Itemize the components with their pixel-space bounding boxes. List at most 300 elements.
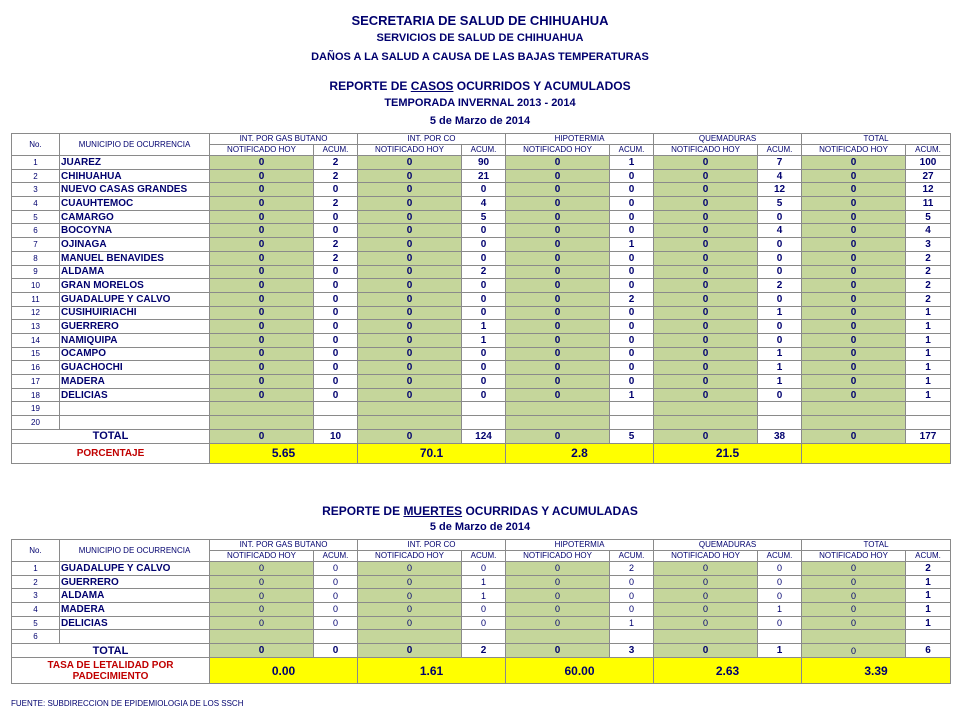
notificado-hoy-cell (210, 416, 314, 430)
acum-cell: 1 (462, 589, 506, 603)
notificado-hoy-cell: 0 (358, 603, 462, 617)
notificado-hoy-cell: 0 (210, 589, 314, 603)
acum-cell: 1 (906, 333, 951, 347)
deaths-table (11, 539, 951, 684)
col-subheader-notificado-hoy: NOTIFICADO HOY (358, 145, 462, 156)
deaths-report-title (0, 504, 960, 518)
table-row (12, 265, 951, 279)
notificado-hoy-cell: 0 (802, 575, 906, 589)
acum-cell: 1 (906, 306, 951, 320)
table-row (12, 630, 951, 644)
table-row (12, 251, 951, 265)
col-header-no: No. (12, 134, 60, 156)
notificado-hoy-cell: 0 (654, 306, 758, 320)
notificado-hoy-cell: 0 (802, 224, 906, 238)
acum-cell: 0 (610, 265, 654, 279)
acum-cell: 0 (610, 333, 654, 347)
notificado-hoy-cell: 0 (654, 265, 758, 279)
acum-cell: 0 (314, 616, 358, 630)
notificado-hoy-cell: 0 (210, 361, 314, 375)
season-label: TEMPORADA INVERNAL 2013 - 2014 (384, 97, 576, 109)
acum-cell (906, 630, 951, 644)
acum-cell: 1 (758, 375, 802, 389)
col-header-hipotermia: HIPOTERMIA (506, 134, 654, 145)
notificado-hoy-cell: 0 (802, 333, 906, 347)
notificado-hoy-cell: 0 (210, 169, 314, 183)
municipio-name: OJINAGA (60, 238, 210, 252)
notificado-hoy-cell: 0 (506, 251, 610, 265)
notificado-hoy-cell (358, 402, 462, 416)
notificado-hoy-cell: 0 (654, 375, 758, 389)
acum-cell: 1 (906, 616, 951, 630)
notificado-hoy-cell: 0 (506, 197, 610, 211)
notificado-hoy-cell: 0 (506, 320, 610, 334)
notificado-hoy-cell: 0 (210, 388, 314, 402)
table-row (12, 333, 951, 347)
notificado-hoy-cell: 0 (210, 616, 314, 630)
acum-cell: 1 (758, 361, 802, 375)
notificado-hoy-cell: 0 (210, 333, 314, 347)
notificado-hoy-cell: 0 (654, 603, 758, 617)
acum-cell: 2 (314, 251, 358, 265)
municipio-name (60, 402, 210, 416)
notificado-hoy-cell: 0 (654, 616, 758, 630)
acum-cell: 0 (462, 361, 506, 375)
table-row (12, 562, 951, 576)
row-number: 5 (12, 616, 60, 630)
notificado-hoy-cell (506, 416, 610, 430)
notificado-hoy-cell (210, 402, 314, 416)
lethality-rate-cell: 2.63 (654, 658, 802, 684)
notificado-hoy-cell: 0 (506, 169, 610, 183)
acum-cell: 2 (314, 238, 358, 252)
municipio-name: MADERA (60, 375, 210, 389)
notificado-hoy-cell: 0 (506, 224, 610, 238)
notificado-hoy-cell: 0 (802, 320, 906, 334)
acum-cell: 0 (610, 306, 654, 320)
col-subheader-acum: ACUM. (314, 145, 358, 156)
total-value-cell: 0 (210, 644, 314, 658)
row-number: 12 (12, 306, 60, 320)
row-number: 15 (12, 347, 60, 361)
col-header-no: No. (12, 540, 60, 562)
cases-total-label: TOTAL (12, 429, 210, 443)
total-value-cell: 124 (462, 429, 506, 443)
acum-cell: 0 (462, 251, 506, 265)
col-subheader-acum: ACUM. (610, 145, 654, 156)
acum-cell: 0 (610, 575, 654, 589)
acum-cell: 0 (610, 589, 654, 603)
notificado-hoy-cell: 0 (802, 238, 906, 252)
row-number: 7 (12, 238, 60, 252)
notificado-hoy-cell (654, 416, 758, 430)
acum-cell: 0 (758, 616, 802, 630)
col-subheader-acum: ACUM. (906, 551, 951, 562)
acum-cell: 1 (906, 375, 951, 389)
row-number: 2 (12, 169, 60, 183)
acum-cell: 0 (610, 251, 654, 265)
acum-cell: 0 (462, 616, 506, 630)
cases-title-prefix: REPORTE DE (329, 79, 411, 93)
notificado-hoy-cell (358, 630, 462, 644)
acum-cell: 0 (314, 292, 358, 306)
acum-cell: 1 (610, 156, 654, 170)
notificado-hoy-cell: 0 (210, 210, 314, 224)
notificado-hoy-cell: 0 (358, 169, 462, 183)
acum-cell: 0 (758, 210, 802, 224)
notificado-hoy-cell: 0 (802, 603, 906, 617)
col-subheader-notificado-hoy: NOTIFICADO HOY (654, 145, 758, 156)
total-value-cell: 6 (906, 644, 951, 658)
notificado-hoy-cell: 0 (654, 361, 758, 375)
acum-cell: 0 (314, 361, 358, 375)
acum-cell: 0 (314, 320, 358, 334)
acum-cell (758, 402, 802, 416)
acum-cell: 1 (610, 388, 654, 402)
col-subheader-acum: ACUM. (462, 145, 506, 156)
acum-cell: 3 (906, 238, 951, 252)
table-row (12, 156, 951, 170)
acum-cell: 0 (462, 375, 506, 389)
notificado-hoy-cell: 0 (506, 238, 610, 252)
acum-cell (906, 402, 951, 416)
acum-cell: 0 (758, 292, 802, 306)
notificado-hoy-cell: 0 (802, 197, 906, 211)
total-value-cell: 0 (358, 644, 462, 658)
notificado-hoy-cell: 0 (210, 224, 314, 238)
acum-cell: 0 (314, 375, 358, 389)
notificado-hoy-cell: 0 (654, 279, 758, 293)
notificado-hoy-cell: 0 (506, 562, 610, 576)
acum-cell: 12 (906, 183, 951, 197)
table-row (12, 402, 951, 416)
row-number: 17 (12, 375, 60, 389)
row-number: 18 (12, 388, 60, 402)
table-row (12, 197, 951, 211)
acum-cell: 0 (610, 361, 654, 375)
total-value-cell: 0 (654, 644, 758, 658)
notificado-hoy-cell: 0 (210, 575, 314, 589)
acum-cell: 0 (314, 183, 358, 197)
acum-cell: 0 (462, 224, 506, 238)
acum-cell: 2 (906, 265, 951, 279)
table-row (12, 169, 951, 183)
notificado-hoy-cell: 0 (358, 156, 462, 170)
col-subheader-acum: ACUM. (906, 145, 951, 156)
lethality-rate-cell: 0.00 (210, 658, 358, 684)
acum-cell: 2 (314, 197, 358, 211)
acum-cell: 0 (462, 306, 506, 320)
table-row (12, 603, 951, 617)
notificado-hoy-cell: 0 (210, 375, 314, 389)
row-number: 8 (12, 251, 60, 265)
notificado-hoy-cell: 0 (506, 575, 610, 589)
acum-cell: 1 (462, 333, 506, 347)
col-header-municipio: MUNICIPIO DE OCURRENCIA (60, 134, 210, 156)
acum-cell: 0 (462, 279, 506, 293)
municipio-name: GRAN MORELOS (60, 279, 210, 293)
notificado-hoy-cell: 0 (654, 388, 758, 402)
acum-cell: 0 (758, 333, 802, 347)
acum-cell: 0 (314, 210, 358, 224)
notificado-hoy-cell: 0 (654, 347, 758, 361)
municipio-name: GUERRERO (60, 320, 210, 334)
acum-cell: 0 (314, 603, 358, 617)
table-row (12, 210, 951, 224)
acum-cell: 0 (462, 388, 506, 402)
percentage-cell (802, 443, 951, 463)
acum-cell: 0 (758, 251, 802, 265)
notificado-hoy-cell: 0 (654, 224, 758, 238)
notificado-hoy-cell: 0 (358, 347, 462, 361)
acum-cell: 0 (314, 388, 358, 402)
notificado-hoy-cell: 0 (802, 265, 906, 279)
total-value-cell: 10 (314, 429, 358, 443)
notificado-hoy-cell (506, 402, 610, 416)
acum-cell: 5 (758, 197, 802, 211)
acum-cell: 0 (314, 575, 358, 589)
acum-cell: 11 (906, 197, 951, 211)
acum-cell: 0 (462, 238, 506, 252)
notificado-hoy-cell: 0 (506, 156, 610, 170)
row-number: 9 (12, 265, 60, 279)
municipio-name: DELICIAS (60, 388, 210, 402)
notificado-hoy-cell: 0 (358, 197, 462, 211)
acum-cell: 12 (758, 183, 802, 197)
acum-cell: 2 (906, 279, 951, 293)
col-subheader-notificado-hoy: NOTIFICADO HOY (358, 551, 462, 562)
notificado-hoy-cell: 0 (802, 183, 906, 197)
municipio-name: ALDAMA (60, 265, 210, 279)
notificado-hoy-cell: 0 (358, 183, 462, 197)
notificado-hoy-cell: 0 (210, 197, 314, 211)
total-value-cell: 0 (358, 429, 462, 443)
row-number: 1 (12, 156, 60, 170)
acum-cell (610, 416, 654, 430)
notificado-hoy-cell (210, 630, 314, 644)
report-title-servicios: SERVICIOS DE SALUD DE CHIHUAHUA (376, 32, 584, 44)
acum-cell: 0 (610, 210, 654, 224)
row-number: 6 (12, 630, 60, 644)
acum-cell: 2 (758, 279, 802, 293)
cases-report-title (0, 79, 960, 93)
acum-cell: 2 (906, 251, 951, 265)
municipio-name: BOCOYNA (60, 224, 210, 238)
percentage-cell: 70.1 (358, 443, 506, 463)
notificado-hoy-cell: 0 (506, 292, 610, 306)
col-subheader-notificado-hoy: NOTIFICADO HOY (506, 551, 610, 562)
notificado-hoy-cell: 0 (210, 238, 314, 252)
municipio-name: GUADALUPE Y CALVO (60, 562, 210, 576)
report-title-secretaria: SECRETARIA DE SALUD DE CHIHUAHUA (351, 13, 609, 28)
col-header-quemaduras: QUEMADURAS (654, 134, 802, 145)
total-value-cell: 177 (906, 429, 951, 443)
acum-cell: 1 (906, 361, 951, 375)
acum-cell: 4 (462, 197, 506, 211)
table-row (12, 616, 951, 630)
acum-cell: 2 (906, 292, 951, 306)
acum-cell: 0 (758, 388, 802, 402)
table-row (12, 320, 951, 334)
table-row (12, 416, 951, 430)
total-value-cell: 3 (610, 644, 654, 658)
acum-cell: 0 (314, 589, 358, 603)
notificado-hoy-cell: 0 (654, 197, 758, 211)
municipio-name (60, 630, 210, 644)
notificado-hoy-cell: 0 (210, 183, 314, 197)
notificado-hoy-cell: 0 (358, 306, 462, 320)
acum-cell (610, 402, 654, 416)
acum-cell: 1 (906, 347, 951, 361)
col-subheader-acum: ACUM. (462, 551, 506, 562)
deaths-date: 5 de Marzo de 2014 (429, 521, 531, 533)
acum-cell: 0 (758, 589, 802, 603)
acum-cell: 0 (610, 197, 654, 211)
acum-cell: 0 (314, 306, 358, 320)
notificado-hoy-cell: 0 (506, 183, 610, 197)
notificado-hoy-cell: 0 (802, 306, 906, 320)
notificado-hoy-cell (358, 416, 462, 430)
total-value-cell: 0 (802, 429, 906, 443)
table-row (12, 183, 951, 197)
acum-cell: 0 (314, 347, 358, 361)
notificado-hoy-cell: 0 (210, 320, 314, 334)
row-number: 4 (12, 603, 60, 617)
col-header-co: INT. POR CO (358, 540, 506, 551)
acum-cell: 4 (758, 169, 802, 183)
acum-cell: 0 (758, 575, 802, 589)
acum-cell: 100 (906, 156, 951, 170)
notificado-hoy-cell: 0 (358, 388, 462, 402)
acum-cell: 2 (462, 265, 506, 279)
acum-cell: 0 (314, 265, 358, 279)
percentage-cell: 5.65 (210, 443, 358, 463)
notificado-hoy-cell (802, 402, 906, 416)
acum-cell: 1 (610, 616, 654, 630)
cases-percentage-label: PORCENTAJE (12, 443, 210, 463)
notificado-hoy-cell: 0 (506, 375, 610, 389)
acum-cell: 1 (906, 575, 951, 589)
row-number: 16 (12, 361, 60, 375)
acum-cell: 2 (906, 562, 951, 576)
percentage-cell: 21.5 (654, 443, 802, 463)
lethality-rate-cell: 1.61 (358, 658, 506, 684)
notificado-hoy-cell: 0 (654, 169, 758, 183)
acum-cell: 0 (610, 375, 654, 389)
col-header-gas-butano: INT. POR GAS BUTANO (210, 540, 358, 551)
notificado-hoy-cell: 0 (358, 333, 462, 347)
notificado-hoy-cell: 0 (358, 320, 462, 334)
cases-date: 5 de Marzo de 2014 (429, 115, 531, 127)
total-value-cell: 2 (462, 644, 506, 658)
municipio-name: NAMIQUIPA (60, 333, 210, 347)
acum-cell (906, 416, 951, 430)
acum-cell: 1 (462, 575, 506, 589)
row-number: 20 (12, 416, 60, 430)
notificado-hoy-cell: 0 (506, 306, 610, 320)
deaths-title-underlined: MUERTES (403, 504, 463, 518)
total-value-cell: 0 (210, 429, 314, 443)
total-value-cell: 0 (802, 644, 906, 658)
municipio-name: CUAUHTEMOC (60, 197, 210, 211)
acum-cell: 90 (462, 156, 506, 170)
row-number: 3 (12, 589, 60, 603)
col-subheader-acum: ACUM. (758, 551, 802, 562)
row-number: 1 (12, 562, 60, 576)
municipio-name: CUSIHUIRIACHI (60, 306, 210, 320)
lethality-rate-cell: 60.00 (506, 658, 654, 684)
notificado-hoy-cell (654, 402, 758, 416)
table-row (12, 279, 951, 293)
acum-cell: 2 (314, 156, 358, 170)
col-header-co: INT. POR CO (358, 134, 506, 145)
notificado-hoy-cell: 0 (802, 251, 906, 265)
deaths-lethality-rate-label: TASA DE LETALIDAD POR PADECIMIENTO (12, 658, 210, 684)
notificado-hoy-cell: 0 (358, 251, 462, 265)
col-header-total: TOTAL (802, 134, 951, 145)
notificado-hoy-cell: 0 (358, 265, 462, 279)
acum-cell: 0 (758, 562, 802, 576)
notificado-hoy-cell: 0 (654, 575, 758, 589)
notificado-hoy-cell: 0 (654, 562, 758, 576)
acum-cell: 0 (758, 265, 802, 279)
acum-cell: 2 (610, 292, 654, 306)
col-header-hipotermia: HIPOTERMIA (506, 540, 654, 551)
acum-cell: 4 (906, 224, 951, 238)
acum-cell: 0 (314, 562, 358, 576)
municipio-name: MANUEL BENAVIDES (60, 251, 210, 265)
acum-cell (462, 416, 506, 430)
acum-cell: 0 (610, 347, 654, 361)
acum-cell (610, 630, 654, 644)
acum-cell: 0 (610, 279, 654, 293)
total-value-cell: 0 (506, 644, 610, 658)
acum-cell: 21 (462, 169, 506, 183)
cases-title-suffix: OCURRIDOS Y ACUMULADOS (453, 79, 631, 93)
col-subheader-acum: ACUM. (314, 551, 358, 562)
municipio-name: CHIHUAHUA (60, 169, 210, 183)
col-subheader-notificado-hoy: NOTIFICADO HOY (210, 145, 314, 156)
notificado-hoy-cell: 0 (802, 347, 906, 361)
total-value-cell: 38 (758, 429, 802, 443)
notificado-hoy-cell: 0 (506, 265, 610, 279)
row-number: 4 (12, 197, 60, 211)
municipio-name: CAMARGO (60, 210, 210, 224)
total-value-cell: 0 (654, 429, 758, 443)
municipio-name: ALDAMA (60, 589, 210, 603)
acum-cell: 0 (462, 562, 506, 576)
total-value-cell: 0 (314, 644, 358, 658)
municipio-name: GUADALUPE Y CALVO (60, 292, 210, 306)
table-row (12, 375, 951, 389)
percentage-cell: 2.8 (506, 443, 654, 463)
municipio-name: DELICIAS (60, 616, 210, 630)
cases-title-underlined: CASOS (410, 79, 454, 93)
notificado-hoy-cell: 0 (654, 210, 758, 224)
notificado-hoy-cell: 0 (210, 603, 314, 617)
municipio-name: GUACHOCHI (60, 361, 210, 375)
notificado-hoy-cell: 0 (210, 265, 314, 279)
notificado-hoy-cell: 0 (506, 333, 610, 347)
acum-cell: 1 (906, 388, 951, 402)
lethality-rate-cell: 3.39 (802, 658, 951, 684)
acum-cell: 1 (462, 320, 506, 334)
municipio-name (60, 416, 210, 430)
acum-cell: 0 (462, 292, 506, 306)
notificado-hoy-cell: 0 (506, 210, 610, 224)
notificado-hoy-cell: 0 (802, 616, 906, 630)
acum-cell: 0 (610, 320, 654, 334)
